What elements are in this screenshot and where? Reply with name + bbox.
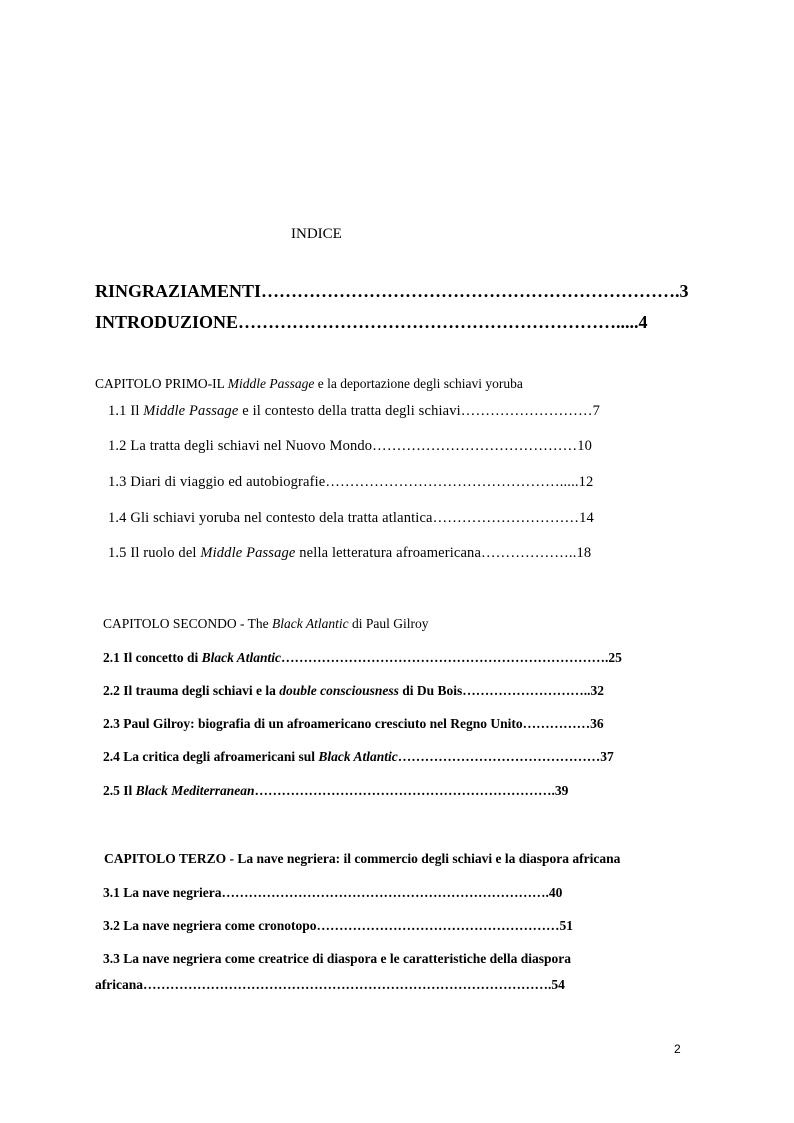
page-number: 2: [674, 1042, 681, 1056]
toc-entry-1-1[interactable]: [108, 403, 600, 420]
toc-entry-3-2[interactable]: 3.2 La nave negriera come cronotopo………………………………………………51: [103, 918, 573, 933]
entry-italic: Black Atlantic: [201, 650, 282, 665]
chapter-1-heading: [95, 376, 523, 392]
chapter-1-suffix: e la deportazione degli schiavi yoruba: [314, 376, 523, 391]
entry-text: di Du Bois………………………..32: [398, 683, 605, 698]
chapter-1-italic: Middle Passage: [227, 376, 315, 391]
toc-ringraziamenti[interactable]: RINGRAZIAMENTI…………………………………………………………….3: [95, 281, 689, 301]
toc-entry-1-4[interactable]: 1.4 Gli schiavi yoruba nel contesto dela tratta atlantica…………………………14: [108, 510, 594, 526]
toc-entry-3-3-continued[interactable]: africana……………………………………………………………………………….54: [95, 977, 565, 992]
entry-text: ………………………………………37: [397, 749, 614, 764]
chapter-2-italic: Black Atlantic: [272, 616, 349, 631]
chapter-2-suffix: di Paul Gilroy: [348, 616, 429, 631]
chapter-1-prefix: CAPITOLO PRIMO-IL: [95, 376, 228, 391]
entry-italic: Black Mediterranean: [135, 783, 255, 798]
chapter-3-heading: CAPITOLO TERZO - La nave negriera: il commercio degli schiavi e la diaspora africana: [104, 851, 621, 866]
toc-entry-1-3[interactable]: 1.3 Diari di viaggio ed autobiografie………………………………………….....12: [108, 474, 594, 490]
toc-entry-3-3[interactable]: 3.3 La nave negriera come creatrice di diaspora e le caratteristiche della diaspora: [103, 951, 572, 966]
page-title: INDICE: [291, 226, 342, 242]
toc-entry-2-1[interactable]: [103, 650, 622, 666]
entry-text: ………………………………………………………….39: [254, 783, 569, 798]
toc-entry-3-1[interactable]: 3.1 La nave negriera……………………………………………………………….40: [103, 885, 563, 900]
entry-text: 2.5 Il: [103, 783, 136, 798]
toc-entry-2-5[interactable]: [103, 783, 568, 799]
chapter-2-prefix: CAPITOLO SECONDO - The: [103, 616, 273, 631]
entry-text: e il contesto della tratta degli schiavi………………………7: [238, 403, 601, 419]
toc-entry-1-2[interactable]: 1.2 La tratta degli schiavi nel Nuovo Mondo……………………………………10: [108, 438, 593, 454]
entry-italic: double consciousness: [279, 683, 399, 698]
entry-italic: Middle Passage: [143, 403, 239, 419]
toc-entry-2-2[interactable]: [103, 683, 604, 699]
toc-entry-1-5[interactable]: [108, 545, 591, 562]
toc-entry-2-4[interactable]: [103, 749, 614, 765]
entry-text: 2.4 La critica degli afroamericani sul: [103, 749, 319, 764]
entry-italic: Middle Passage: [200, 545, 296, 561]
toc-introduzione[interactable]: INTRODUZIONE……………………………………………………….....4: [95, 312, 648, 332]
entry-text: 2.1 Il concetto di: [103, 650, 202, 665]
entry-text: ……………………………………………………………….25: [281, 650, 622, 665]
entry-text: 2.2 Il trauma degli schiavi e la: [103, 683, 280, 698]
entry-text: 1.1 Il: [108, 403, 144, 419]
entry-italic: Black Atlantic: [318, 749, 398, 764]
entry-text: 1.5 Il ruolo del: [108, 545, 201, 561]
toc-entry-2-3[interactable]: 2.3 Paul Gilroy: biografia di un afroamericano cresciuto nel Regno Unito……………36: [103, 716, 604, 731]
chapter-2-heading: [103, 616, 429, 632]
entry-text: nella letteratura afroamericana………………..18: [295, 545, 592, 561]
